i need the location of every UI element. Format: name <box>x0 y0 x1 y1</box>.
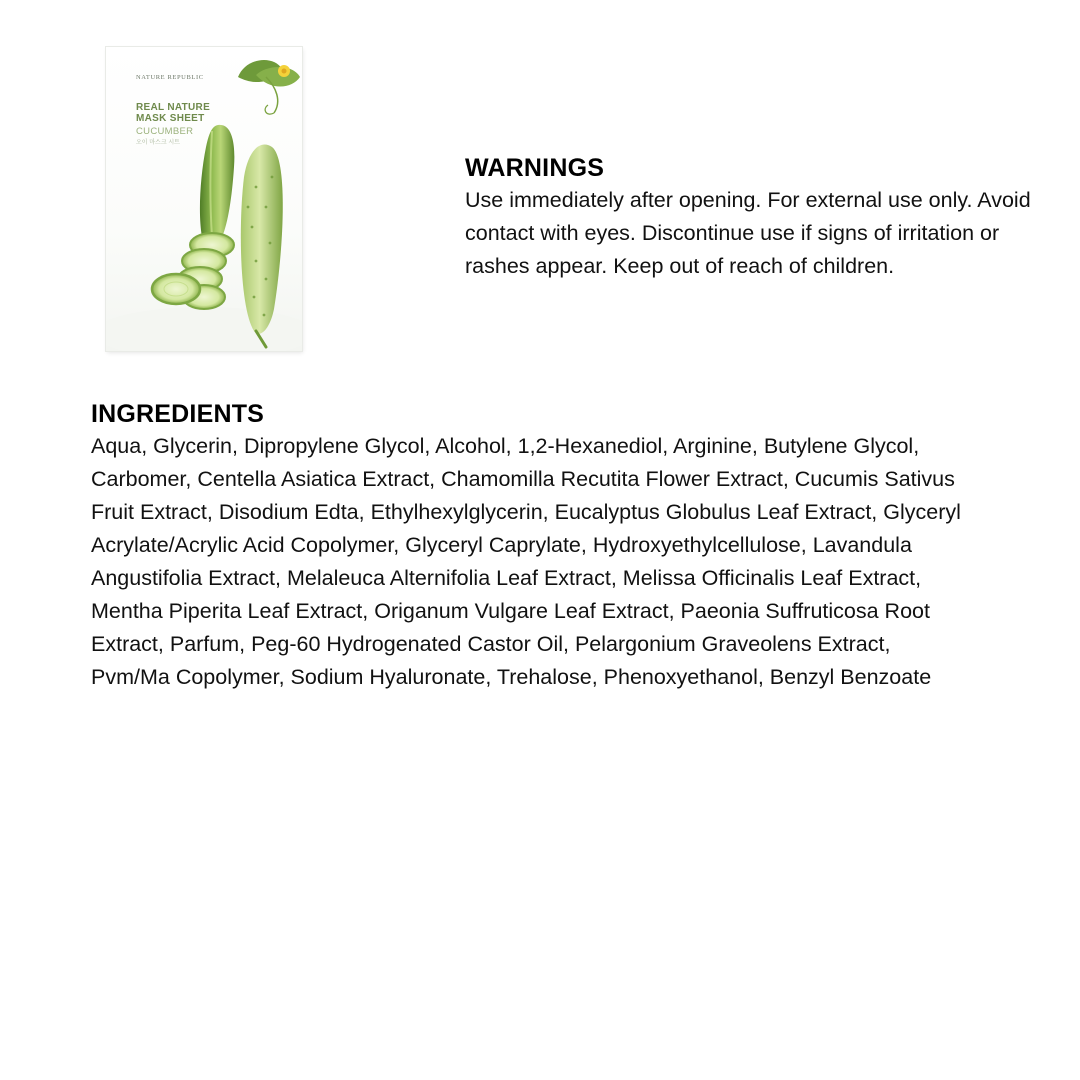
packet-korean-text: 오이 마스크 시트 <box>136 140 180 146</box>
warnings-section <box>465 152 1050 283</box>
ingredients-text: Aqua, Glycerin, Dipropylene Glycol, Alcohol, 1,2-Hexanediol, Arginine, Butylene Glycol, Carbomer, Centella Asiatica Extract, Chamomilla Recutita Flower Extract, Cucumis Sativus Fruit Extract, Disodium Edta, Ethylhexylglycerin, Eucalyptus Globulus Leaf Extract, Glyceryl Acrylate/Acrylic Acid Copolymer, Glyceryl Caprylate, Hydroxyethylcellulose, Lavandula Angustifolia Extract, Melaleuca Alternifolia Leaf Extract, Melissa Officinalis Leaf Extract, Mentha Piperita Leaf Extract, Origanum Vulgare Leaf Extract, Paeonia Suffruticosa Root Extract, Parfum, Peg-60 Hydrogenated Castor Oil, Pelargonium Graveolens Extract, Pvm/Ma Copolymer, Sodium Hyaluronate, Trehalose, Phenoxyethanol, Benzyl Benzoate <box>91 434 961 689</box>
packet-title-line1: REAL NATURE <box>136 102 211 113</box>
packet-brand-name: NATURE REPUBLIC <box>136 74 204 81</box>
ingredients-title: INGREDIENTS <box>91 400 265 428</box>
warnings-title: WARNINGS <box>465 154 605 182</box>
packet-title-line2: MASK SHEET <box>136 113 205 124</box>
product-image-mask-sheet <box>106 47 302 351</box>
packet-variant: CUCUMBER <box>136 126 194 137</box>
cucumber-illustration <box>106 47 302 351</box>
warnings-text: Use immediately after opening. For external use only. Avoid contact with eyes. Discontinue use if signs of irritation or rashes appear. Keep out of reach of children. <box>465 188 1031 278</box>
ingredients-section <box>91 398 971 694</box>
